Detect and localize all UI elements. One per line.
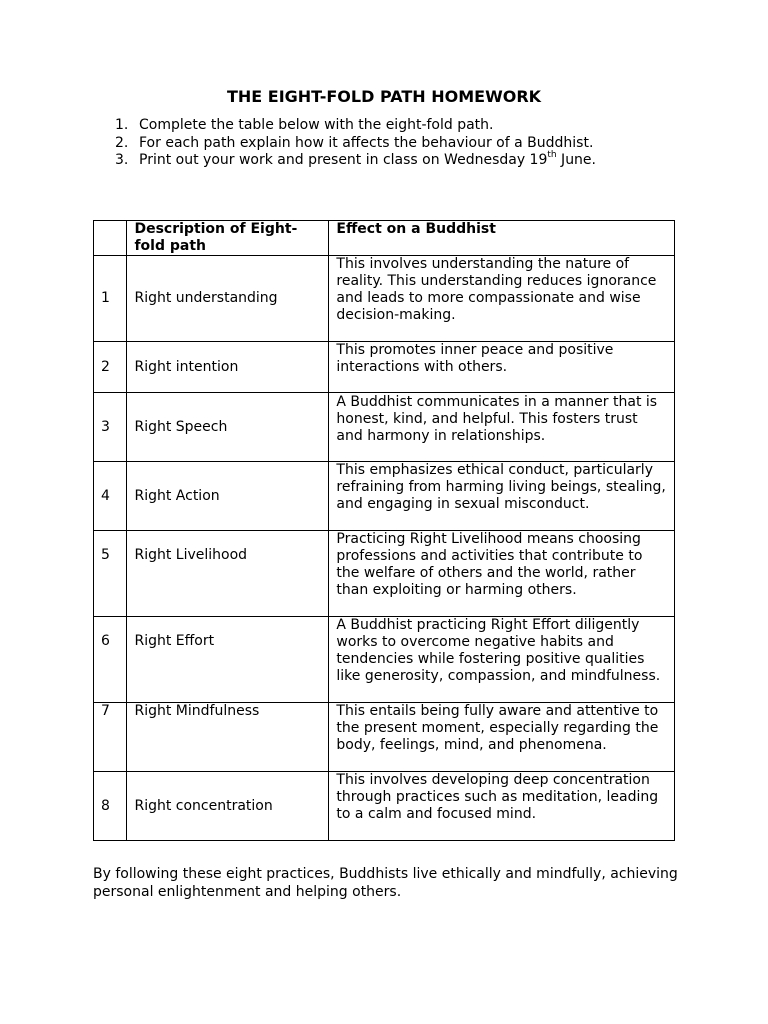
path-name: Right concentration bbox=[127, 772, 329, 841]
path-name: Right Action bbox=[127, 462, 329, 531]
table-row bbox=[94, 703, 675, 772]
ordinal-suffix: th bbox=[547, 150, 557, 161]
table-row bbox=[94, 256, 675, 342]
path-name: Right intention bbox=[127, 342, 329, 393]
row-number: 4 bbox=[94, 462, 127, 531]
conclusion-paragraph: By following these eight practices, Buddhists live ethically and mindfully, achieving personal enlightenment and helping others. bbox=[93, 866, 678, 900]
instruction-number: 3. bbox=[115, 152, 129, 168]
table-row bbox=[94, 617, 675, 703]
path-effect: This involves developing deep concentration through practices such as meditation, leading to a calm and focused mind. bbox=[329, 772, 675, 841]
instruction-text bbox=[139, 152, 596, 170]
instruction-list bbox=[115, 117, 596, 170]
table-row bbox=[94, 772, 675, 841]
instruction-number: 1. bbox=[115, 117, 129, 133]
path-effect: A Buddhist practicing Right Effort diligently works to overcome negative habits and tendencies while fostering positive qualities like generosity, compassion, and mindfulness. bbox=[329, 617, 675, 703]
table-row bbox=[94, 462, 675, 531]
row-number: 5 bbox=[94, 531, 127, 617]
path-name: Right Speech bbox=[127, 393, 329, 462]
path-effect: This promotes inner peace and positive interactions with others. bbox=[329, 342, 675, 393]
header-number bbox=[94, 221, 127, 256]
row-number: 1 bbox=[94, 256, 127, 342]
instruction-item bbox=[115, 135, 596, 153]
header-effect: Effect on a Buddhist bbox=[329, 221, 675, 256]
path-name: Right Livelihood bbox=[127, 531, 329, 617]
row-number: 7 bbox=[94, 703, 127, 772]
row-number: 3 bbox=[94, 393, 127, 462]
table-row bbox=[94, 393, 675, 462]
instruction-text: For each path explain how it affects the behaviour of a Buddhist. bbox=[139, 134, 594, 151]
path-name: Right understanding bbox=[127, 256, 329, 342]
page-title: THE EIGHT-FOLD PATH HOMEWORK bbox=[226, 87, 542, 106]
table-row bbox=[94, 531, 675, 617]
instruction-item bbox=[115, 117, 596, 135]
path-effect: Practicing Right Livelihood means choosing professions and activities that contribute to the welfare of others and the world, rather than exploiting or harming others. bbox=[329, 531, 675, 617]
table-header-row bbox=[94, 221, 675, 256]
instruction-number: 2. bbox=[115, 134, 129, 151]
row-number: 8 bbox=[94, 772, 127, 841]
instruction-text-after: June. bbox=[556, 152, 596, 168]
path-effect: A Buddhist communicates in a manner that is honest, kind, and helpful. This fosters trust and harmony in relationships. bbox=[329, 393, 675, 462]
eightfold-path-table bbox=[93, 220, 675, 841]
instruction-text: Complete the table below with the eight-fold path. bbox=[139, 117, 494, 133]
row-number: 6 bbox=[94, 617, 127, 703]
instruction-item bbox=[115, 152, 596, 170]
path-name: Right Effort bbox=[127, 617, 329, 703]
header-description: Description of Eight-fold path bbox=[127, 221, 329, 256]
path-effect: This entails being fully aware and attentive to the present moment, especially regarding the body, feelings, mind, and phenomena. bbox=[329, 703, 675, 772]
row-number: 2 bbox=[94, 342, 127, 393]
path-effect: This emphasizes ethical conduct, particularly refraining from harming living beings, stealing, and engaging in sexual misconduct. bbox=[329, 462, 675, 531]
path-effect: This involves understanding the nature of reality. This understanding reduces ignorance and leads to more compassionate and wise decision-making. bbox=[329, 256, 675, 342]
path-name: Right Mindfulness bbox=[127, 703, 329, 772]
table-row bbox=[94, 342, 675, 393]
instruction-text-before: Print out your work and present in class on Wednesday 19 bbox=[139, 152, 548, 168]
